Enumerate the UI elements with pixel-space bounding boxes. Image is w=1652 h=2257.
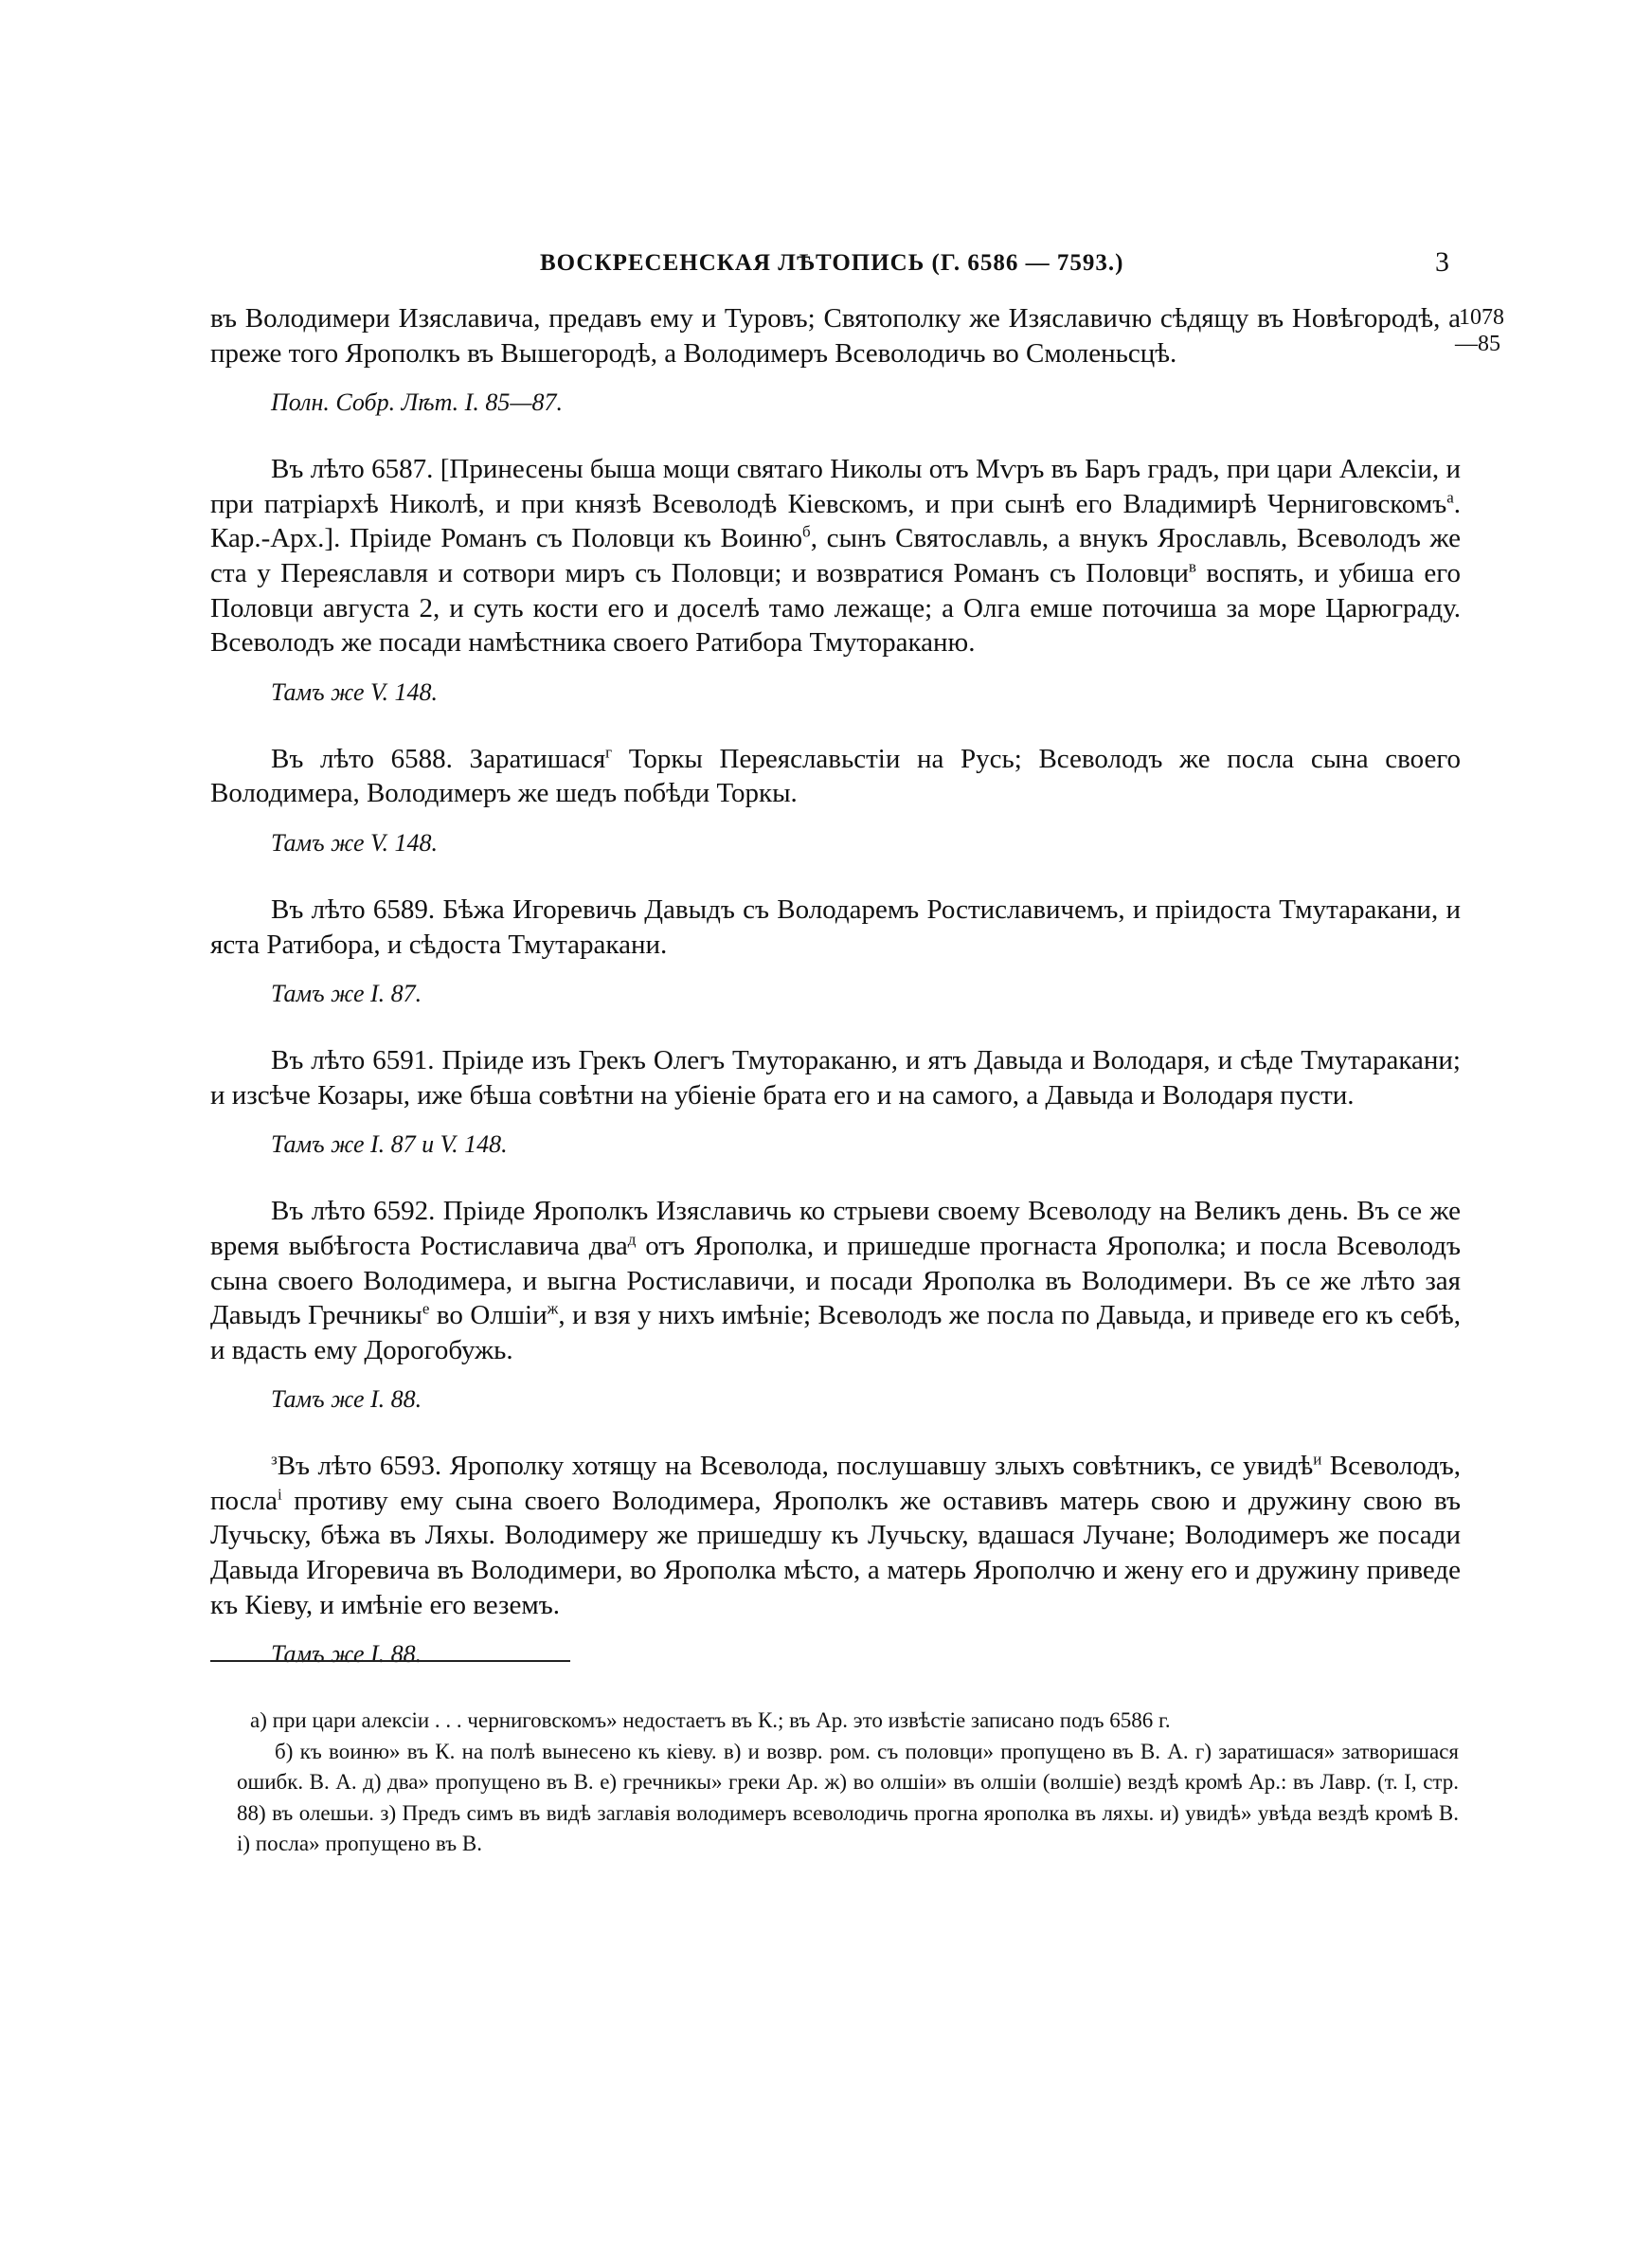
footnote-marker: б [802, 522, 811, 541]
source-reference: Тамъ же I. 88. [271, 1385, 422, 1414]
paragraph-6587: Въ лѣто 6587. [Принесены быша мощи святаго Николы отъ Мѵръ въ Баръ градъ, при цари Алексіи, и при патріархѣ Николѣ, и при князѣ Всеволодѣ Кіевскомъ, и при сынѣ его Владимирѣ Черниговскомъ$^а$. Кар.-Арх.]. Пріиде Романъ съ Половци къ Воиню$^б$, сынъ Святославль, а внукъ Ярославль, Всеволодъ же ста у Переяславля и сотвори миръ съ Половци; и возвратися Романъ съ Половци$^в$ воспять, и убиша его Половци августа 2, и суть кости его и доселѣ тамо лежаще; а Олга емше поточиша за море Царюграду. Всеволодъ же посади намѣстника своего Ратибора Тмутораканю. [210, 454, 1461, 659]
header-title: ВОСКРЕСЕНСКАЯ ЛѢТОПИСЬ (Г. 6586 — 7593.) [540, 250, 1124, 276]
paragraph-6591: Въ лѣто 6591. Пріиде изъ Грекъ Олегъ Тмутораканю, и ятъ Давыда и Володаря, и сѣде Тмутаракани; и изсѣче Козары, иже бѣша совѣтни на убіеніе брата его и на самого, а Давыда и Володаря пусти. [210, 1045, 1461, 1110]
source-reference: Тамъ же V. 148. [271, 677, 439, 706]
margin-year-range-note: —85 [1455, 332, 1500, 356]
source-reference: Полн. Собр. Лѣт. I. 85—87. [271, 388, 563, 417]
running-header [237, 246, 1449, 288]
source-reference: Тамъ же I. 88. [271, 1640, 422, 1669]
source-reference: Тамъ же I. 87 и V. 148. [271, 1130, 508, 1159]
footnotes [237, 1706, 1459, 1860]
chronicle-text [210, 301, 1461, 1704]
source-reference: Тамъ же I. 87. [271, 980, 422, 1008]
footnote-marker: з [271, 1450, 278, 1469]
source-reference: Тамъ же V. 148. [271, 828, 439, 857]
page-number: 3 [1435, 246, 1449, 278]
footnote-marker: ж [547, 1299, 559, 1318]
paragraph-6588: Въ лѣто 6588. Заратишася$^г$ Торкы Переяславьстіи на Русь; Всеволодъ же посла сына своего Володимера, Володимеръ же шедъ побѣди Торкы. [210, 743, 1461, 809]
paragraph-6593: $^з$Въ лѣто 6593. Ярополку хотящу на Всеволода, послушавшу злыхъ совѣтникъ, се увидѣ$^и$ Всеволодъ, посла$^і$ противу ему сына своего Володимера, Ярополкъ же оставивъ матерь свою и дружину свою въ Лучьску, бѣжа въ Ляхы. Володимеру же пришедшу къ Лучьску, вдашася Лучане; Володимеръ же посади Давыда Игоревича въ Володимери, во Ярополка мѣсто, а матерь Ярополчю и жену его и дружину приведе къ Кіеву, и имѣніе его веземъ. [210, 1450, 1461, 1620]
footnote-marker: и [1313, 1450, 1322, 1469]
footnote-marker: в [1188, 557, 1196, 576]
footnote-marker: д [627, 1230, 637, 1249]
paragraph-continuation: въ Володимери Изяславича, предавъ ему и Туровъ; Святополку же Изяславичю сѣдящу въ Новѣгородѣ, а преже того Ярополкъ въ Вышегородѣ, а Володимеръ Всеволодичь во Смоленьсцѣ. [210, 303, 1461, 369]
footnote-marker: і [277, 1485, 282, 1504]
footnote-marker: е [422, 1299, 430, 1318]
paragraph-6589: Въ лѣто 6589. Бѣжа Игоревичь Давыдъ съ Володаремъ Ростиславичемъ, и пріидоста Тмутаракани, и яста Ратибора, и сѣдоста Тмутаракани. [210, 894, 1461, 960]
margin-year-note: 1078 [1459, 305, 1504, 330]
footnote-marker: а [1446, 488, 1454, 507]
paragraph-6592: Въ лѣто 6592. Пріиде Ярополкъ Изяславичь ко стрыеви своему Всеволоду на Великъ день. Въ се же время выбѣгоста Ростиславича два$^д$ отъ Ярополка, и пришедше прогнаста Ярополка; и посла Всеволодъ сына своего Володимера, и выгна Ростиславичи, и посади Ярополка въ Володимери. Въ се же лѣто зая Давыдъ Гречникы$^е$ во Олшіи$^ж$, и взя у нихъ имѣніе; Всеволодъ же посла по Давыда, и приведе его къ себѣ, и вдасть ему Дорогобужь. [210, 1196, 1461, 1365]
footnote-marker: г [605, 743, 613, 762]
footnote-entry: а) при цари алексіи . . . черниговскомъ» недостаетъ въ К.; въ Ар. это извѣстіе записано подъ 6586 г. [250, 1708, 1171, 1732]
footnote-entry: б) къ воиню» въ К. на полѣ вынесено къ кіеву. в) и возвр. ром. съ половци» пропущено въ В. А. г) заратишася» затворишася ошибк. В. А. д) два» пропущено въ В. е) гречникы» греки Ар. ж) во олшіи» въ олшіи (волшіе) вездѣ кромѣ Ар.: въ Лавр. (т. I, стр. 88) въ олешьи. з) Предъ симъ въ видѣ заглавія володимеръ всеволодичь прогна ярополка въ ляхы. и) увидѣ» увѣда вездѣ кромѣ В. і) посла» пропущено въ В. [237, 1739, 1459, 1855]
footnote-separator [210, 1660, 570, 1662]
